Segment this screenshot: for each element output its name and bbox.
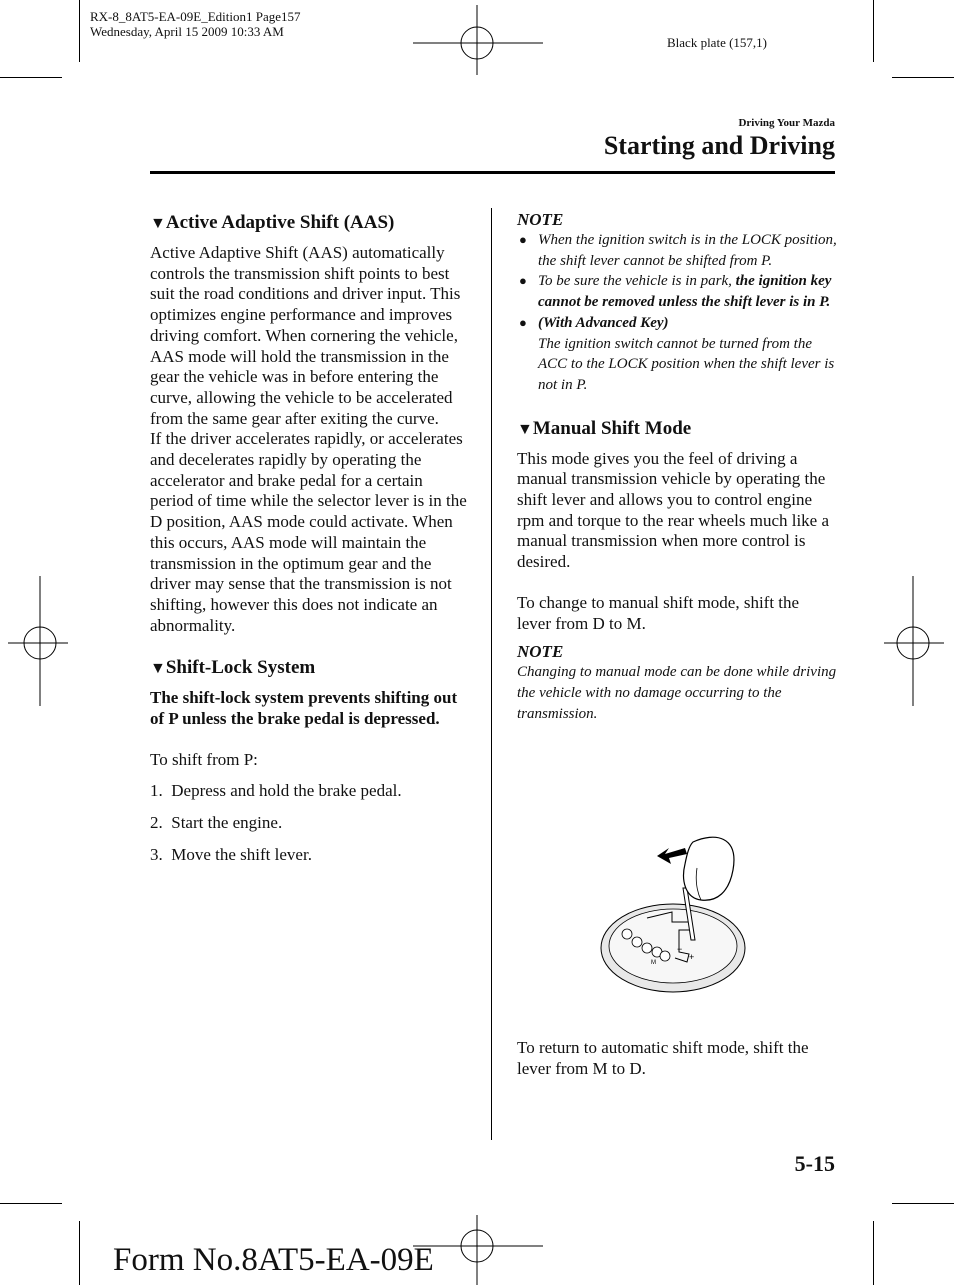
- triangle-icon: ▼: [517, 420, 533, 438]
- plate-label: Black plate (157,1): [667, 35, 767, 50]
- return-paragraph: [517, 1038, 837, 1079]
- aas-heading-text: Active Adaptive Shift (AAS): [165, 212, 395, 233]
- m-label: M: [651, 960, 656, 966]
- shiftlock-heading: [150, 655, 470, 682]
- step-text: Move the shift lever.: [171, 845, 312, 865]
- bullet-icon: ●: [519, 232, 527, 247]
- note-title: NOTE: [517, 210, 564, 229]
- aas-heading: [150, 210, 470, 237]
- shiftlock-warning: The shift-lock system prevents shifting out of P unless the brake pedal is depressed.: [150, 688, 458, 729]
- step-number: 3.: [150, 845, 163, 865]
- manual-paragraph-1: This mode gives you the feel of driving a manual transmission vehicle by operating the shift lever and allows you to control engine rpm and torque to the rear wheels much like a manual transmission when more control is desired.: [517, 448, 830, 572]
- shiftlock-heading-text: Shift-Lock System: [165, 657, 316, 679]
- to-shift-label: To shift from P:: [150, 749, 258, 769]
- crop-mark: [873, 0, 874, 62]
- crop-mark: [0, 1203, 62, 1204]
- bullet-icon: ●: [519, 314, 527, 330]
- manual-heading-text: Manual Shift Mode: [532, 417, 692, 439]
- plus-label: +: [689, 952, 695, 962]
- print-metadata-line2: Wednesday, April 15 2009 10:33 AM: [90, 24, 284, 39]
- aas-paragraph-1: Active Adaptive Shift (AAS) automatically controls the transmission shift points to best suit the road conditions and driver input. This optimizes engine performance and improves driving comfort. When cornering the vehicle, AAS mode will hold the transmission in the gear the vehicle was in before entering the curve, allowing the vehicle to be accelerated from the same gear after exiting the curve.: [150, 243, 461, 428]
- column-divider: [491, 208, 492, 1140]
- note-item-text: The ignition switch cannot be turned from the ACC to the LOCK position when the shift lever is not in P.: [538, 335, 835, 393]
- bullet-icon: ●: [519, 273, 527, 289]
- list-item: [150, 844, 470, 866]
- crop-mark: [79, 0, 80, 62]
- list-item: [150, 780, 470, 802]
- note-text: Changing to manual mode can be done while driving the vehicle with no damage occurring to the transmission.: [517, 664, 837, 722]
- crop-mark: [79, 1221, 80, 1285]
- left-column: [150, 210, 470, 866]
- step-text: Depress and hold the brake pedal.: [171, 781, 402, 801]
- section-title: Driving Your Mazda: [738, 117, 835, 129]
- registration-mark-top: [413, 5, 543, 75]
- manual-heading: [517, 416, 837, 443]
- triangle-icon: ▼: [150, 660, 166, 678]
- aas-paragraph-2: If the driver accelerates rapidly, or accelerates and decelerates rapidly by operating the accelerator and brake pedal for a certain period of time while the selector lever is in the D position, AAS mode could activate. When this occurs, AAS mode will maintain the transmission in the optimum gear and the driver may sense that the transmission is not shifting, however this does not indicate an abnormality.: [150, 429, 467, 635]
- note-item: [517, 271, 837, 312]
- form-number: Form No.8AT5-EA-09E: [113, 1242, 434, 1278]
- note-item-bold-text: (With Advanced Key): [538, 314, 669, 331]
- step-number: 1.: [150, 781, 163, 801]
- registration-mark-right: [884, 576, 944, 706]
- header-rule: [150, 171, 835, 174]
- note-item-text: When the ignition switch is in the LOCK position, the shift lever cannot be shifted from P.: [538, 232, 837, 269]
- manual-paragraph-2: To change to manual shift mode, shift the lever from D to M.: [517, 592, 800, 633]
- right-column: [517, 210, 837, 724]
- print-metadata: [90, 9, 301, 39]
- step-number: 2.: [150, 813, 163, 833]
- crop-mark: [0, 77, 62, 78]
- crop-mark: [873, 1221, 874, 1285]
- list-item: [150, 812, 470, 834]
- crop-mark: [892, 77, 954, 78]
- minus-label: −: [677, 944, 683, 954]
- note-item-bold-text: the ignition key cannot be removed unless the shift lever is in P.: [538, 273, 832, 311]
- shift-lever-illustration: [597, 830, 749, 995]
- note-title: NOTE: [517, 642, 564, 662]
- page-number: 5-15: [794, 1151, 835, 1176]
- note-item: [517, 230, 837, 271]
- chapter-title: Starting and Driving: [603, 131, 835, 160]
- print-metadata-line1: RX-8_8AT5-EA-09E_Edition1 Page157: [90, 9, 301, 24]
- note-item: [517, 313, 837, 396]
- triangle-icon: ▼: [150, 215, 166, 232]
- step-text: Start the engine.: [171, 813, 283, 833]
- note-item-text: To be sure the vehicle is in park,: [538, 273, 736, 290]
- crop-mark: [892, 1203, 954, 1204]
- return-text: To return to automatic shift mode, shift the lever from M to D.: [517, 1038, 809, 1078]
- registration-mark-left: [8, 576, 68, 706]
